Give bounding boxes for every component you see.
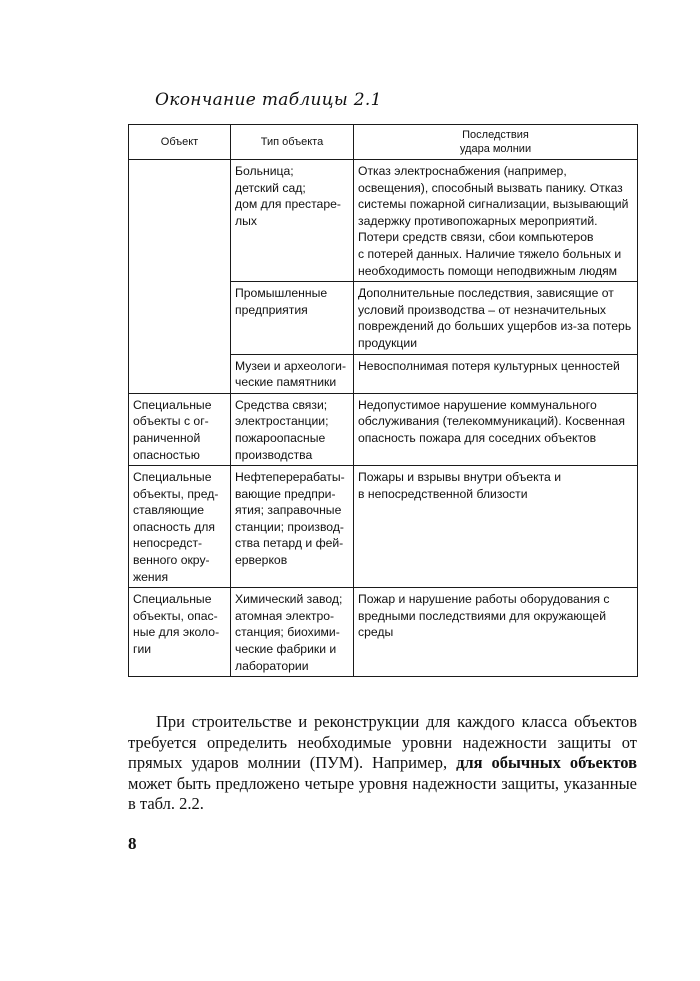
paragraph-text-end: может быть предложено четыре уровня надежности защиты, указанные в табл. 2.2. bbox=[128, 773, 637, 813]
page-number: 8 bbox=[128, 834, 137, 853]
type-cell: Промышленные предприятия bbox=[231, 282, 354, 354]
header-type: Тип объекта bbox=[231, 125, 354, 160]
table-row bbox=[129, 393, 638, 465]
consequences-cell: Невосполнимая потеря культурных ценностей bbox=[354, 354, 638, 393]
object-cell bbox=[129, 160, 231, 394]
lightning-consequences-table bbox=[128, 124, 638, 677]
type-cell: Средства связи; электростанции; пожароопасные производства bbox=[231, 393, 354, 465]
type-cell: Больница; детский сад; дом для престаре- лых bbox=[231, 160, 354, 282]
consequences-cell: Отказ электроснабжения (например, освещения), способный вызвать панику. Отказ системы пожарной сигнализации, вызывающий задержку противопожарных мероприятий. Потери средств связи, сбои компьютеров с потерей данных. Наличие тяжело больных и необходимость помощи неподвижным людям bbox=[354, 160, 638, 282]
table-row bbox=[129, 466, 638, 588]
table-row bbox=[129, 588, 638, 677]
object-cell: Специальные объекты, опас- ные для эколо- гии bbox=[129, 588, 231, 677]
consequences-cell: Пожар и нарушение работы оборудования с вредными последствиями для окружающей среды bbox=[354, 588, 638, 677]
paragraph-bold-phrase: для обычных объектов bbox=[456, 753, 637, 772]
body-paragraph bbox=[128, 712, 637, 815]
table-header-row bbox=[129, 125, 638, 160]
type-cell: Химический завод; атомная электро- станция; биохими- ческие фабрики и лаборатории bbox=[231, 588, 354, 677]
consequences-cell: Дополнительные последствия, зависящие от условий производства – от незначительных повреждений до больших ущербов из-за потерь продукции bbox=[354, 282, 638, 354]
consequences-cell: Недопустимое нарушение коммунального обслуживания (телекоммуникаций). Косвенная опасность пожара для соседних объектов bbox=[354, 393, 638, 465]
consequences-cell: Пожары и взрывы внутри объекта и в непосредственной близости bbox=[354, 466, 638, 588]
type-cell: Музеи и археологи- ческие памятники bbox=[231, 354, 354, 393]
header-object: Объект bbox=[129, 125, 231, 160]
table-row bbox=[129, 160, 638, 282]
paragraph-text-start: При строительстве и реконструкции для каждого класса объектов требуется определить необходимые уровни надежности защиты от прямых ударов молнии (ПУМ). Например, bbox=[128, 712, 637, 772]
object-cell: Специальные объекты с ог- раниченной опасностью bbox=[129, 393, 231, 465]
table-caption: Окончание таблицы 2.1 bbox=[155, 90, 382, 110]
header-consequences: Последствия удара молнии bbox=[354, 125, 638, 160]
object-cell: Специальные объекты, пред- ставляющие опасность для непосредст- венного окру- жения bbox=[129, 466, 231, 588]
type-cell: Нефтеперерабаты- вающие предпри- ятия; заправочные станции; производ- ства петард и фей- ерверков bbox=[231, 466, 354, 588]
